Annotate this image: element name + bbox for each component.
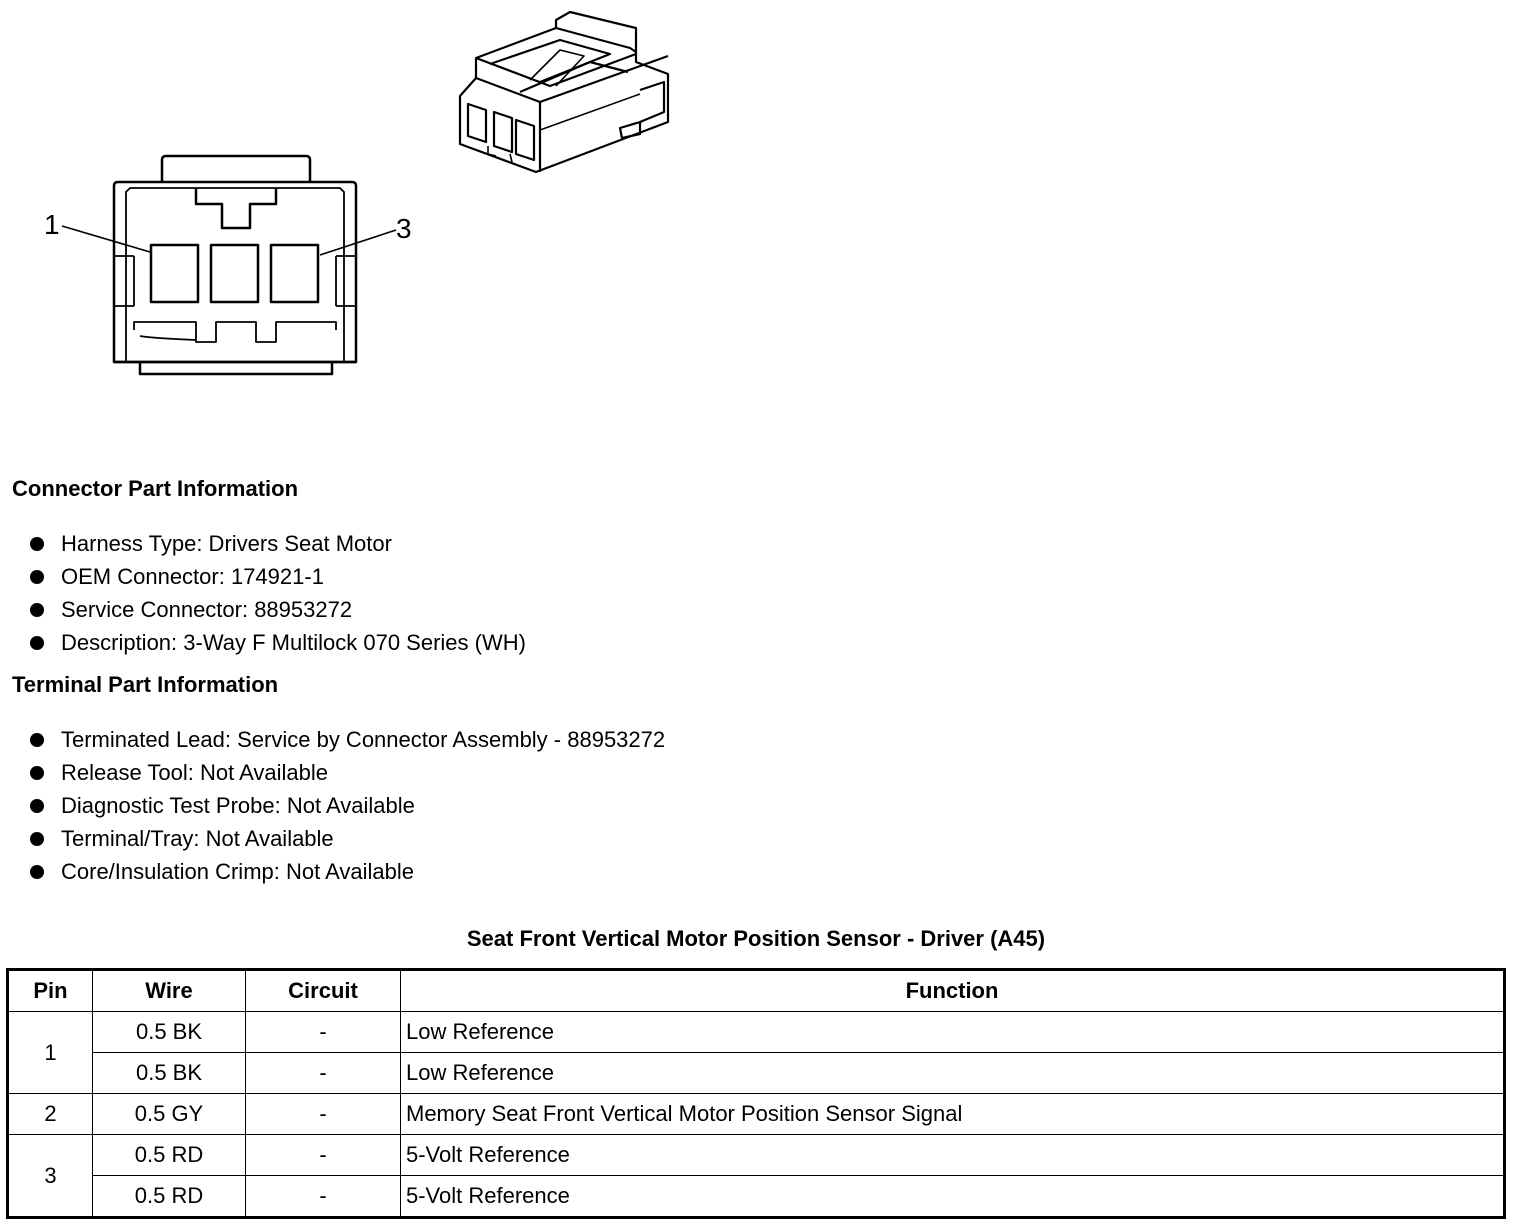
header-circuit: Circuit xyxy=(246,970,401,1012)
bullet-icon xyxy=(30,733,44,747)
bullet-icon xyxy=(30,832,44,846)
terminal-info-list xyxy=(28,723,665,888)
table-row xyxy=(8,1053,1505,1094)
list-item: OEM Connector: 174921-1 xyxy=(28,560,526,593)
pinout-table xyxy=(6,968,1506,1219)
connector-face-view xyxy=(62,156,396,374)
bullet-icon xyxy=(30,570,44,584)
cell-wire: 0.5 BK xyxy=(93,1053,246,1094)
cell-pin: 2 xyxy=(8,1094,93,1135)
cell-wire: 0.5 RD xyxy=(93,1176,246,1218)
cell-circuit: - xyxy=(246,1053,401,1094)
cell-pin: 3 xyxy=(8,1135,93,1218)
bullet-icon xyxy=(30,537,44,551)
terminal-info-heading: Terminal Part Information xyxy=(12,672,279,697)
cell-wire: 0.5 RD xyxy=(93,1135,246,1176)
list-item: Diagnostic Test Probe: Not Available xyxy=(28,789,665,822)
cell-wire: 0.5 GY xyxy=(93,1094,246,1135)
connector-diagram xyxy=(0,0,700,400)
list-item: Terminal/Tray: Not Available xyxy=(28,822,665,855)
cell-function: Low Reference xyxy=(401,1012,1505,1053)
table-row xyxy=(8,1012,1505,1053)
header-function: Function xyxy=(401,970,1505,1012)
table-row xyxy=(8,1176,1505,1218)
header-wire: Wire xyxy=(93,970,246,1012)
cell-function: Low Reference xyxy=(401,1053,1505,1094)
header-pin: Pin xyxy=(8,970,93,1012)
list-item: Service Connector: 88953272 xyxy=(28,593,526,626)
list-item: Core/Insulation Crimp: Not Available xyxy=(28,855,665,888)
table-row xyxy=(8,1135,1505,1176)
bullet-icon xyxy=(30,636,44,650)
connector-info-heading: Connector Part Information xyxy=(12,476,299,501)
table-row xyxy=(8,1094,1505,1135)
cavity-3 xyxy=(271,245,318,302)
cavity-1 xyxy=(151,245,198,302)
cell-circuit: - xyxy=(246,1094,401,1135)
pin-label-3: 3 xyxy=(396,213,412,244)
cell-wire: 0.5 BK xyxy=(93,1012,246,1053)
cell-function: 5-Volt Reference xyxy=(401,1176,1505,1218)
cell-circuit: - xyxy=(246,1176,401,1218)
list-item: Release Tool: Not Available xyxy=(28,756,665,789)
connector-isometric-view xyxy=(460,12,668,172)
cavity-2 xyxy=(211,245,258,302)
cell-pin: 1 xyxy=(8,1012,93,1094)
cell-circuit: - xyxy=(246,1012,401,1053)
cell-circuit: - xyxy=(246,1135,401,1176)
bullet-icon xyxy=(30,865,44,879)
bullet-icon xyxy=(30,799,44,813)
connector-info-list xyxy=(28,527,526,659)
bullet-icon xyxy=(30,603,44,617)
bullet-icon xyxy=(30,766,44,780)
table-title: Seat Front Vertical Motor Position Sensor - Driver (A45) xyxy=(466,926,1046,951)
cell-function: 5-Volt Reference xyxy=(401,1135,1505,1176)
list-item: Terminated Lead: Service by Connector Assembly - 88953272 xyxy=(28,723,665,756)
cell-function: Memory Seat Front Vertical Motor Position Sensor Signal xyxy=(401,1094,1505,1135)
list-item: Description: 3-Way F Multilock 070 Series (WH) xyxy=(28,626,526,659)
pin-label-1: 1 xyxy=(44,209,60,240)
table-header-row xyxy=(8,970,1505,1012)
list-item: Harness Type: Drivers Seat Motor xyxy=(28,527,526,560)
